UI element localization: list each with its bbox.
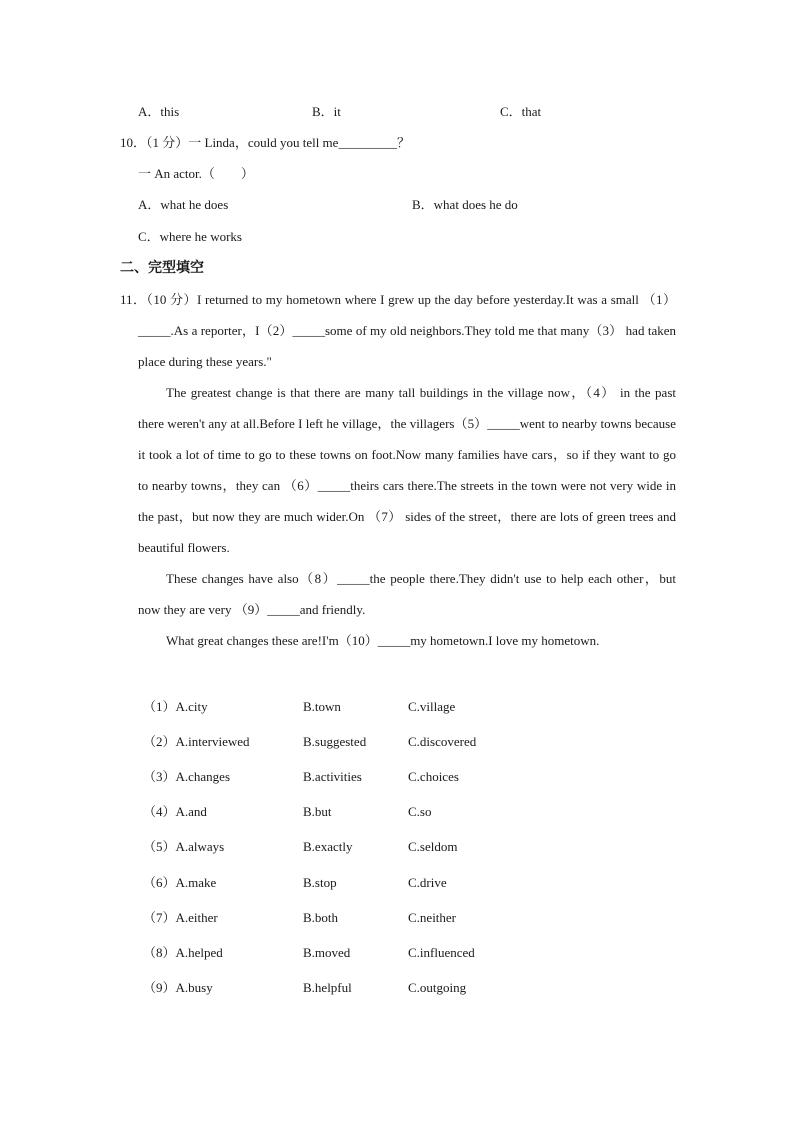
q10-answer-line: 一 An actor.（ ） bbox=[138, 166, 254, 181]
q10-option-a: A．what he does bbox=[138, 197, 229, 212]
option-3-b: B.activities bbox=[303, 769, 362, 784]
q11-passage-body bbox=[138, 377, 676, 656]
option-9-a: （9）A.busy bbox=[143, 980, 213, 995]
q9-option-a: A．this bbox=[138, 104, 180, 119]
q10-option-b: B．what does he do bbox=[412, 197, 518, 212]
option-8-a: （8）A.helped bbox=[143, 945, 223, 960]
passage-paragraph-3: These changes have also（8）_____the people there.They didn't use to help each other，but now they are very （9）_____and friendly. bbox=[138, 571, 676, 617]
option-1-b: B.town bbox=[303, 699, 341, 714]
option-1-a: （1）A.city bbox=[143, 699, 208, 714]
option-8-b: B.moved bbox=[303, 945, 351, 960]
passage-paragraph-4: What great changes these are!I'm（10）_____my hometown.I love my hometown. bbox=[166, 633, 600, 648]
option-4-b: B.but bbox=[303, 804, 332, 819]
option-8-c: C.influenced bbox=[408, 945, 475, 960]
option-7-c: C.neither bbox=[408, 910, 457, 925]
passage-paragraph-1: 11．（10 分）I returned to my hometown where I grew up the day before yesterday.It was a small （1）_____.As a reporter，I（2）_____some of my old neighbors.They told me that many（3） had taken place during these years." bbox=[120, 292, 676, 369]
option-3-c: C.choices bbox=[408, 769, 459, 784]
q9-option-b: B．it bbox=[312, 104, 341, 119]
q9-option-c: C．that bbox=[500, 104, 542, 119]
option-7-a: （7）A.either bbox=[143, 910, 218, 925]
option-6-a: （6）A.make bbox=[143, 875, 217, 890]
q10-question: 10．（1 分）一 Linda，could you tell me_________？ bbox=[120, 135, 410, 150]
passage-paragraph-2: The greatest change is that there are many tall buildings in the village now，（4） in the past there weren't any at all.Before I left he village，the villagers（5）_____went to nearby towns because it took a lot of time to go to these towns on foot.Now many families have cars，so if they want to go to nearby towns，they can （6）_____theirs cars there.The streets in the town were not very wide in the past，but now they are much wider.On （7） sides of the street，there are lots of green trees and beautiful flowers. bbox=[138, 385, 677, 555]
option-5-c: C.seldom bbox=[408, 839, 458, 854]
option-2-a: （2）A.interviewed bbox=[143, 734, 250, 749]
option-2-c: C.discovered bbox=[408, 734, 477, 749]
option-9-b: B.helpful bbox=[303, 980, 352, 995]
option-6-c: C.drive bbox=[408, 875, 447, 890]
option-5-a: （5）A.always bbox=[143, 839, 225, 854]
option-7-b: B.both bbox=[303, 910, 339, 925]
option-1-c: C.village bbox=[408, 699, 456, 714]
option-5-b: B.exactly bbox=[303, 839, 353, 854]
option-6-b: B.stop bbox=[303, 875, 337, 890]
option-3-a: （3）A.changes bbox=[143, 769, 231, 784]
option-2-b: B.suggested bbox=[303, 734, 367, 749]
q11-passage bbox=[120, 284, 676, 377]
option-4-a: （4）A.and bbox=[143, 804, 207, 819]
section-title: 二、完型填空 bbox=[120, 260, 204, 276]
option-4-c: C.so bbox=[408, 804, 432, 819]
q10-option-c: C．where he works bbox=[138, 229, 242, 244]
option-9-c: C.outgoing bbox=[408, 980, 467, 995]
